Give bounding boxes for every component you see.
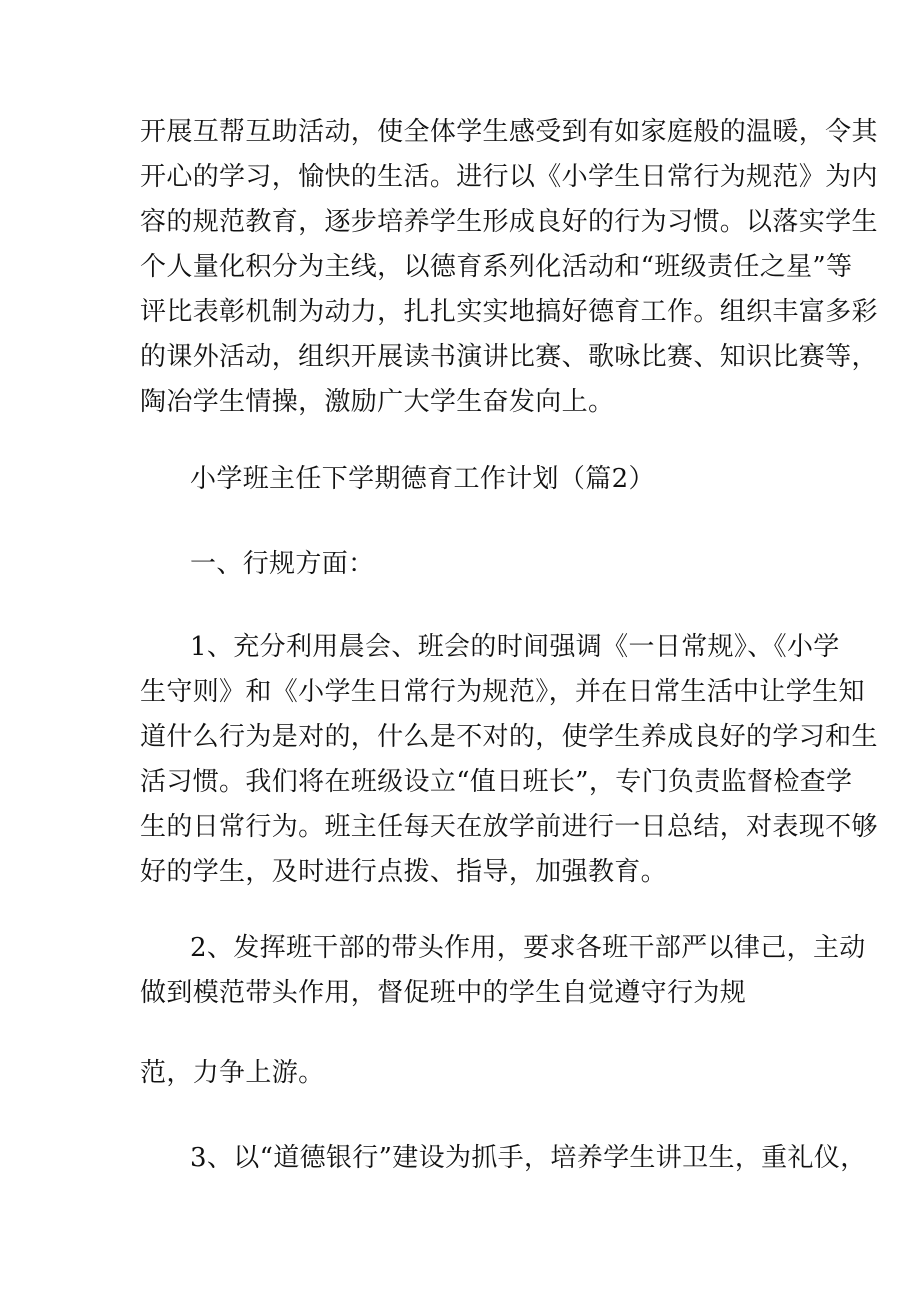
item-line: 道什么行为是对的，什么是不对的，使学生养成良好的学习和生 xyxy=(140,722,878,752)
item-line: 生守则》和《小学生日常行为规范》，并在日常生活中让学生知 xyxy=(140,677,865,707)
paragraph-line: 的课外活动，组织开展读书演讲比赛、歌咏比赛、知识比赛等， xyxy=(140,342,878,372)
item-line: 好的学生，及时进行点拨、指导，加强教育。 xyxy=(140,857,668,887)
item-line: 3、以“道德银行”建设为抓手，培养学生讲卫生，重礼仪， xyxy=(190,1143,867,1173)
paragraph-line: 评比表彰机制为动力，扎扎实实地搞好德育工作。组织丰富多彩 xyxy=(140,297,878,327)
paragraph-line: 个人量化积分为主线，以德育系列化活动和“班级责任之星”等 xyxy=(140,252,853,282)
section-heading: 一、行规方面： xyxy=(190,549,375,579)
paragraph-line: 开心的学习，愉快的生活。进行以《小学生日常行为规范》为内 xyxy=(140,162,878,192)
item-continuation-line: 范，力争上游。 xyxy=(140,1058,325,1088)
item-line: 生的日常行为。班主任每天在放学前进行一日总结，对表现不够 xyxy=(140,812,878,842)
paragraph-line: 开展互帮互助活动，使全体学生感受到有如家庭般的温暖，令其 xyxy=(140,117,878,147)
item-line: 做到模范带头作用，督促班中的学生自觉遵守行为规 xyxy=(140,978,747,1008)
paragraph-line: 陶冶学生情操，激励广大学生奋发向上。 xyxy=(140,387,615,417)
document-title: 小学班主任下学期德育工作计划（篇2） xyxy=(190,464,655,494)
paragraph-line: 容的规范教育，逐步培养学生形成良好的行为习惯。以落实学生 xyxy=(140,207,878,237)
item-line: 2、发挥班干部的带头作用，要求各班干部严以律己，主动 xyxy=(190,933,866,963)
item-line: 1、充分利用晨会、班会的时间强调《一日常规》、《小学 xyxy=(190,632,840,662)
item-line: 活习惯。我们将在班级设立“值日班长”，专门负责监督检查学 xyxy=(140,767,853,797)
